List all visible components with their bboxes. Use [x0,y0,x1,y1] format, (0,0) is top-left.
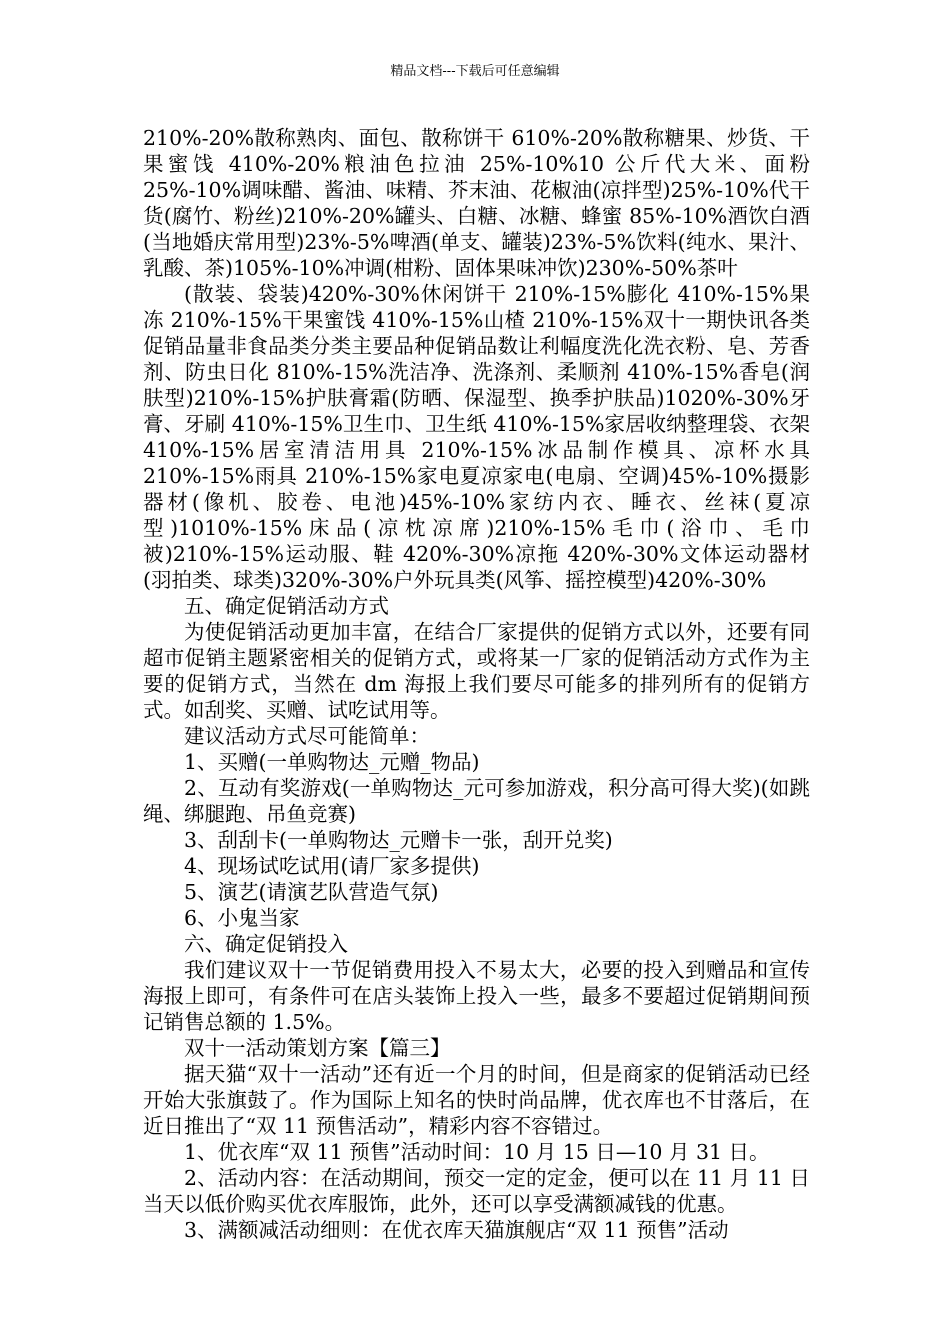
paragraph-promo-budget: 我们建议双十一节促销费用投入不易太大，必要的投入到赠品和宣传海报上即可，有条件可在店头装饰上投入一些，最多不要超过促销期间预记销售总额的 1.5%。 [143,958,810,1034]
list-item: 6、小鬼当家 [184,906,300,930]
list-item: 2、活动内容：在活动期间，预交一定的定金，便可以在 11 月 11 日当天以低价购买优衣库服饰，此外，还可以享受满额减钱的优惠。 [143,1166,810,1216]
list-item: 4、现场试吃试用(请厂家多提供) [184,854,480,878]
list-item: 1、优衣库“双 11 预售”活动时间：10 月 15 日—10 月 31 日。 [184,1140,770,1164]
paragraph-food-promo-list: 210%-20%散称熟肉、面包、散称饼干 610%-20%散称糖果、炒货、干果蜜饯 410%-20%粮油色拉油 25%-10%10 公斤代大米、面粉 25%-10%调味醋、酱油、味精、芥末油、花椒油(凉拌型)25%-10%代干货(腐竹、粉丝)210%-20%罐头、白糖、冰糖、蜂蜜 85%-10%酒饮白酒(当地婚庆常用型)23%-5%啤酒(单支、罐装)23%-5%饮料(纯水、果汁、乳酸、茶)105%-10%冲调(柑粉、固体果味冲饮)230%-50%茶叶 [143,126,810,280]
page-header: 精品文档---下载后可任意编辑 [390,64,560,79]
document-body [143,125,810,1243]
list-item: 5、演艺(请演艺队营造气氛) [184,880,439,904]
paragraph-promo-methods: 为使促销活动更加丰富，在结合厂家提供的促销方式以外，还要有同超市促销主题紧密相关的促销方式，或将某一厂家的促销活动方式作为主要的促销方式，当然在 dm 海报上我们要尽可能多的排列所有的促销方式。如刮奖、买赠、试吃试用等。 [143,620,810,722]
list-item: 1、买赠(一单购物达_元赠_物品) [184,750,480,774]
paragraph-nonfood-promo-list: (散装、袋装)420%-30%休闲饼干 210%-15%膨化 410%-15%果冻 210%-15%干果蜜饯 410%-15%山楂 210%-15%双十一期快讯各类促销品量非食品类分类主要品种促销品数让利幅度洗化洗衣粉、皂、芳香剂、防虫日化 810%-15%洗洁净、洗涤剂、柔顺剂 410%-15%香皂(润肤型)210%-15%护肤膏霜(防晒、保湿型、换季护肤品)1020%-30%牙膏、牙刷 410%-15%卫生巾、卫生纸 410%-15%家居收纳整理袋、衣架 410%-15%居室清洁用具 210%-15%冰品制作模具、凉杯水具 210%-15%雨具 210%-15%家电夏凉家电(电扇、空调)45%-10%摄影器材(像机、胶卷、电池)45%-10%家纺内衣、睡衣、丝袜(夏凉型)1010%-15%床品(凉枕凉席)210%-15%毛巾(浴巾、毛巾被)210%-15%运动服、鞋 420%-30%凉拖 420%-30%文体运动器材(羽拍类、球类)320%-30%户外玩具类(风筝、摇控模型)420%-30% [143,282,810,592]
section-heading-promo-budget: 六、确定促销投入 [184,932,348,956]
section-heading-promo-methods: 五、确定促销活动方式 [184,594,389,618]
section-heading-plan-three: 双十一活动策划方案【篇三】 [184,1036,451,1060]
paragraph-suggestion: 建议活动方式尽可能简单： [184,724,430,748]
list-item: 3、刮刮卡(一单购物达_元赠卡一张，刮开兑奖) [184,828,613,852]
list-item: 3、满额减活动细则：在优衣库天猫旗舰店“双 11 预售”活动 [184,1218,729,1242]
paragraph-uniqlo-intro: 据天猫“双十一活动”还有近一个月的时间，但是商家的促销活动已经开始大张旗鼓了。作为国际上知名的快时尚品牌，优衣库也不甘落后，在近日推出了“双 11 预售活动”，精彩内容不容错过。 [143,1062,810,1138]
list-item: 2、互动有奖游戏(一单购物达_元可参加游戏，积分高可得大奖)(如跳绳、绑腿跑、吊鱼竞赛) [143,776,810,826]
